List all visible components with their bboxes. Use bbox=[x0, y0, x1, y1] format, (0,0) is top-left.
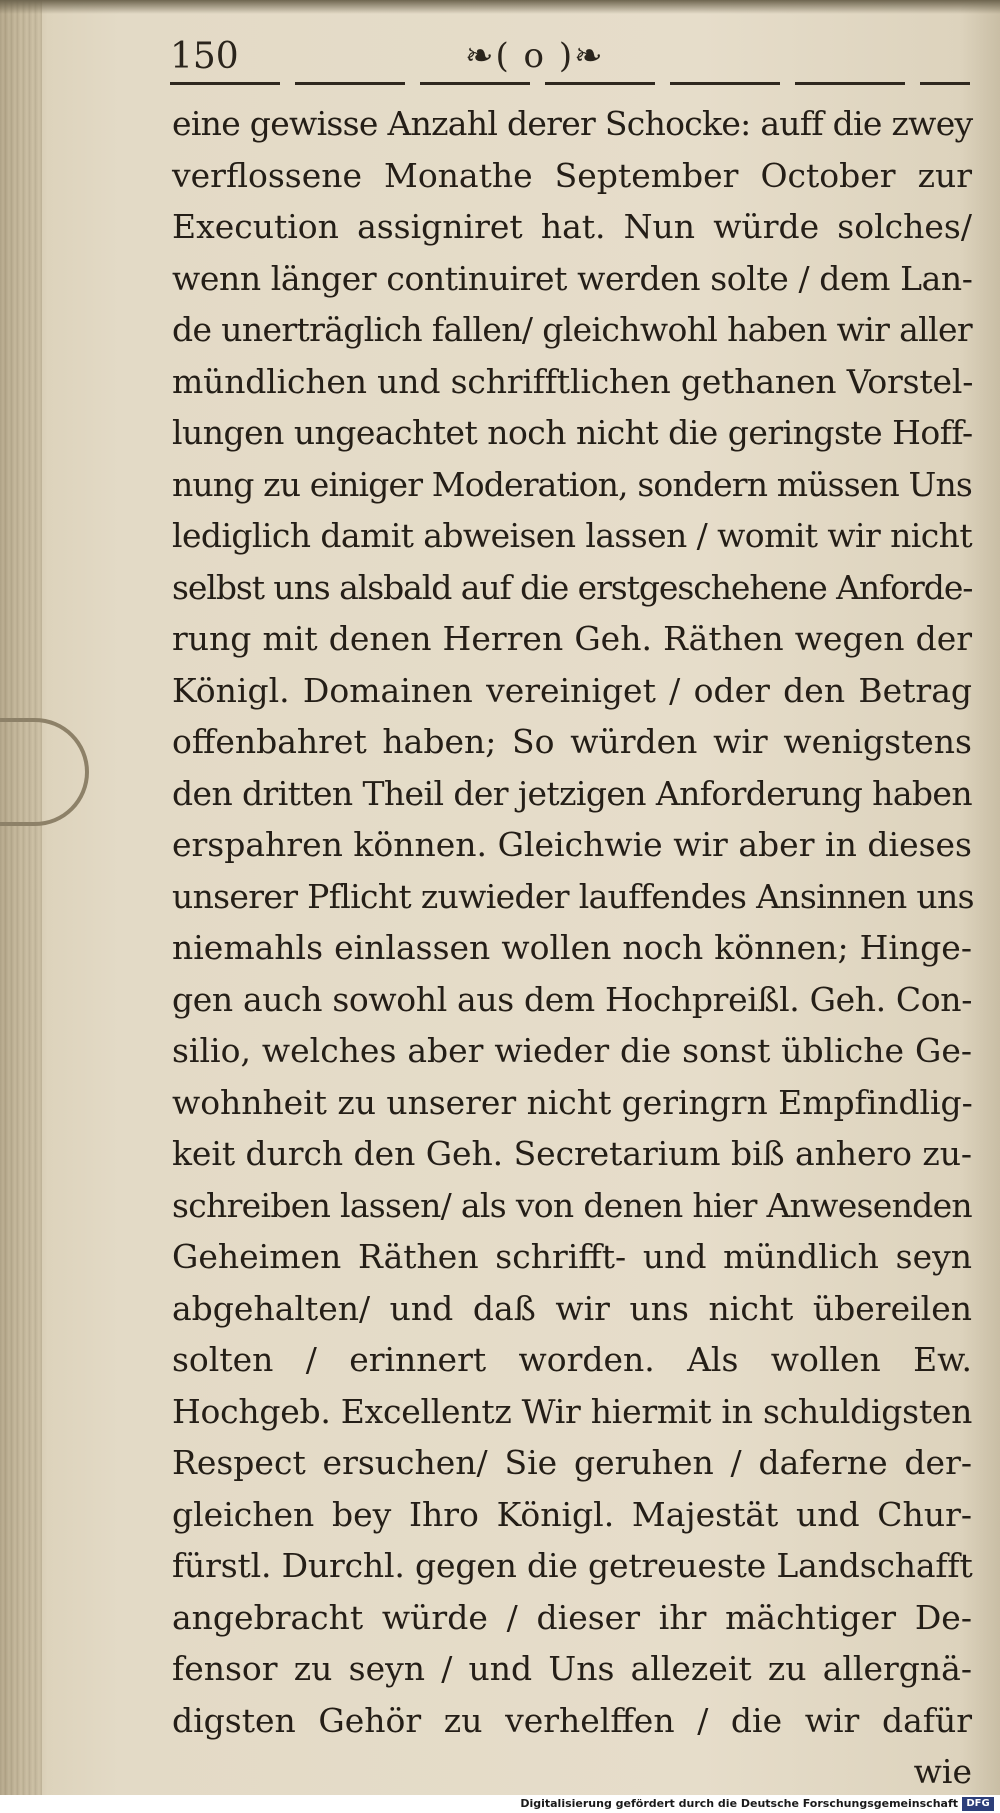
text-line: solten / erinnert worden. Als wollen Ew. bbox=[172, 1340, 972, 1379]
text-line: silio, welches aber wieder die sonst übliche Ge- bbox=[172, 1031, 972, 1070]
text-line: rung mit denen Herren Geh. Räthen wegen der bbox=[172, 619, 972, 658]
text-line: wohnheit zu unserer nicht geringrn Empfindlig- bbox=[172, 1082, 973, 1122]
text-line: Respect ersuchen/ Sie geruhen / daferne der- bbox=[172, 1443, 972, 1482]
catchword: wie bbox=[913, 1752, 972, 1791]
page-header bbox=[170, 36, 970, 90]
page-edge bbox=[0, 0, 42, 1795]
header-rule bbox=[170, 82, 970, 85]
text-line: den dritten Theil der jetzigen Anforderung haben bbox=[172, 773, 972, 813]
dfg-logo: DFG bbox=[962, 1797, 994, 1811]
text-line: de unerträglich fallen/ gleichwohl haben wir aller bbox=[172, 310, 972, 349]
text-line: keit durch den Geh. Secretarium biß anhero zu- bbox=[172, 1134, 972, 1173]
text-line: gleichen bey Ihro Königl. Majestät und Chur- bbox=[172, 1494, 972, 1534]
text-line: erspahren können. Gleichwie wir aber in dieses bbox=[172, 825, 972, 864]
text-line: selbst uns alsbald auf die erstgeschehene Anforde- bbox=[172, 567, 973, 607]
footer-credit: Digitalisierung gefördert durch die Deutsche Forschungsgemeinschaft bbox=[520, 1797, 958, 1810]
text-line: gen auch sowohl aus dem Hochpreißl. Geh. Con- bbox=[172, 979, 972, 1019]
text-line: digsten Gehör zu verhelffen / die wir dafür bbox=[172, 1700, 972, 1740]
text-line: offenbahret haben; So würden wir wenigstens bbox=[172, 722, 972, 761]
text-line: angebracht würde / dieser ihr mächtiger De- bbox=[172, 1597, 972, 1637]
binding-clasp bbox=[0, 718, 89, 826]
page-number: 150 bbox=[170, 36, 239, 77]
text-line: schreiben lassen/ als von denen hier Anwesenden bbox=[172, 1185, 972, 1225]
text-line: Königl. Domainen vereiniget / oder den Betrag bbox=[172, 670, 972, 710]
text-line: lediglich damit abweisen lassen / womit wir nicht bbox=[172, 516, 972, 555]
text-line: eine gewisse Anzahl derer Schocke: auff die zwey bbox=[172, 104, 973, 143]
text-line: abgehalten/ und daß wir uns nicht übereilen bbox=[172, 1288, 972, 1328]
text-line: niemahls einlassen wollen noch können; Hinge- bbox=[172, 928, 972, 967]
text-line: verflossene Monathe September October zur bbox=[172, 155, 972, 195]
text-line: mündlichen und schrifftlichen gethanen Vorstel- bbox=[172, 361, 974, 401]
text-line: lungen ungeachtet noch nicht die geringste Hoff- bbox=[172, 413, 973, 452]
text-line: Execution assigniret hat. Nun würde solches/ bbox=[172, 207, 972, 246]
text-line: wenn länger continuiret werden solte / dem Lan- bbox=[172, 258, 973, 298]
text-line: Hochgeb. Excellentz Wir hiermit in schuldigsten bbox=[172, 1391, 973, 1431]
header-ornament: ❧( o )❧ bbox=[465, 36, 605, 76]
text-line: fensor zu seyn / und Uns allezeit zu allergnä- bbox=[172, 1649, 972, 1688]
text-line: unserer Pflicht zuwieder lauffendes Ansinnen uns bbox=[172, 876, 974, 916]
page-shadow bbox=[0, 0, 1000, 14]
text-line: nung zu einiger Moderation, sondern müssen Uns bbox=[172, 464, 972, 504]
text-line: fürstl. Durchl. gegen die getreueste Landschafft bbox=[172, 1546, 973, 1585]
body-text bbox=[172, 98, 972, 1795]
text-line: Geheimen Räthen schrifft- und mündlich seyn bbox=[172, 1237, 972, 1276]
